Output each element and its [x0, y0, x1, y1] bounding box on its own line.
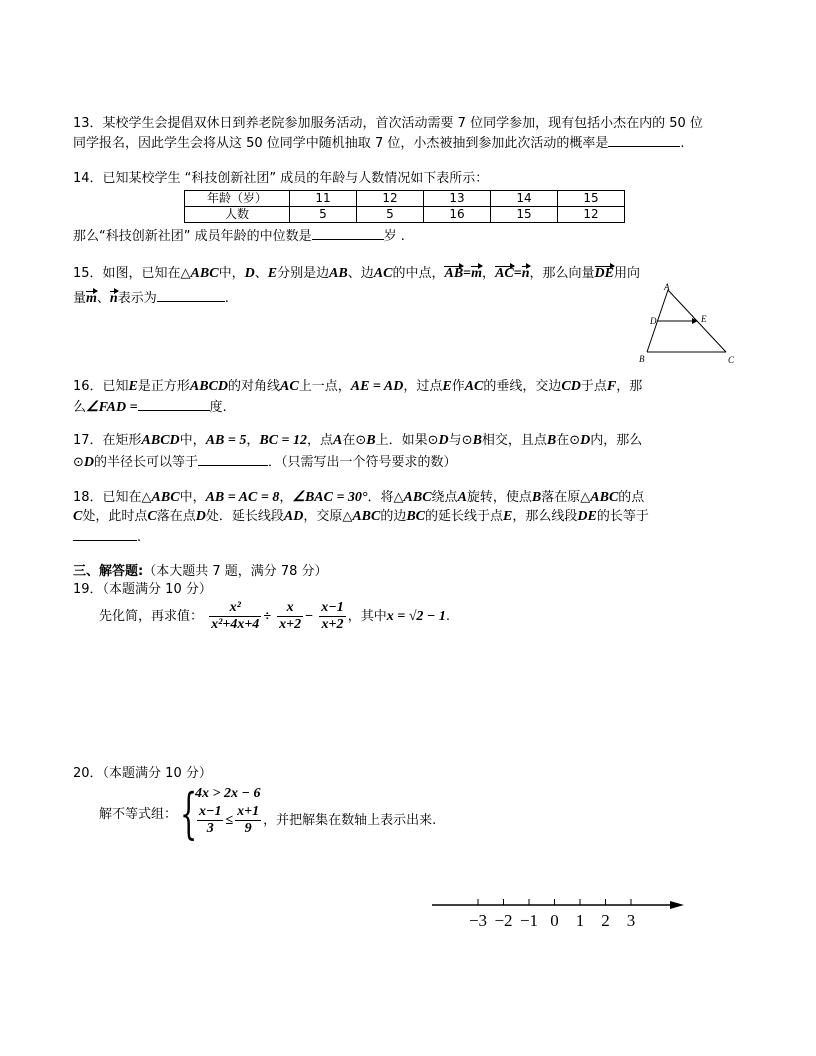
fraction: $\frac{x-1}{x+2}$ [321, 600, 344, 632]
q15-line1: 15．如图，已知在△ABC中，D、E分别是边AB、边AC的中点，AB=m，AC=n，那么向量DE用向 [73, 266, 641, 281]
age-table [184, 190, 625, 223]
tick-label: 3 [626, 911, 636, 930]
q19-expression: 先化简，再求值： $\frac{\text{x²}}{\text{x²+4x+4}}$ ÷ $\frac{x}{x+2}$ − $\frac{x-1}{x+2}$ ，其中x = √2 − 1. [99, 600, 451, 632]
answer-blank[interactable] [608, 133, 680, 147]
answer-blank[interactable] [138, 397, 210, 411]
answer-blank[interactable] [198, 452, 268, 466]
table-cell: 15 [558, 191, 625, 207]
fraction: $\frac{\text{x²}}{\text{x²+4x+4}}$ [211, 600, 260, 632]
arrow-icon [670, 901, 684, 909]
q17-line1: 17．在矩形ABCD中，AB = 5，BC = 12，点A在⊙B上．如果⊙D与⊙B相交，且点B在⊙D内，那么 [73, 433, 643, 448]
table-cell: 14 [491, 191, 558, 207]
vertex-label-a: A [664, 282, 670, 292]
q20-head: 20．（本题满分 10 分） [73, 766, 212, 781]
q14-intro: 14．已知某校学生 “科技创新社团” 成员的年龄与人数情况如下表所示： [73, 171, 489, 186]
q19-head: 19．（本题满分 10 分） [73, 582, 212, 597]
q18-line1: 18．已知在△ABC中，AB = AC = 8，∠BAC = 30°．将△ABC绕点A旋转，使点B落在原△ABC的点 [73, 490, 645, 505]
vertex-label-b: B [639, 354, 645, 364]
triangle-figure [630, 280, 742, 368]
q18-line2: C处，此时点C落在点D处．延长线段AD，交原△ABC的边BC的延长线于点E，那么线段DE的长等于 [73, 509, 649, 524]
tick-label: 1 [575, 911, 585, 930]
q13-line1: 13．某校学生会提倡双休日到养老院参加服务活动，首次活动需要 7 位同学参加，现有包括小杰在内的 50 位 [73, 116, 703, 131]
brace: { [180, 782, 198, 845]
fraction: $\frac{x-1}{3}$ [199, 804, 222, 836]
vertex-label-c: C [728, 355, 735, 365]
number-line [428, 890, 688, 932]
table-cell: 16 [424, 207, 491, 223]
table-cell: 15 [491, 207, 558, 223]
section-heading: 三、解答题:（本大题共 7 题，满分 78 分） [73, 564, 328, 579]
tick-label: 2 [601, 911, 610, 930]
table-header-cell: 人数 [185, 207, 290, 223]
tick-label: −3 [468, 911, 488, 930]
tick-label: 0 [550, 911, 559, 930]
table-cell: 5 [290, 207, 357, 223]
q14-question: 那么“科技创新社团” 成员年龄的中位数是 岁 . [73, 226, 405, 246]
answer-blank[interactable] [157, 288, 225, 302]
q15-line2: 量m、n表示为 . [73, 288, 229, 308]
q16-line1: 16．已知E是正方形ABCD的对角线AC上一点，AE = AD，过点E作AC的垂线，交边CD于点F，那 [73, 379, 643, 394]
table-cell: 11 [290, 191, 357, 207]
answer-blank[interactable] [312, 226, 384, 240]
table-header-cell: 年龄（岁） [185, 191, 290, 207]
table-row [185, 191, 625, 207]
table-cell: 12 [558, 207, 625, 223]
q13-line2: 同学报名，因此学生会将从这 50 位同学中随机抽取 7 位，小杰被抽到参加此次活动的概率是 . [73, 133, 684, 153]
q17-line2: ⊙D的半径长可以等于 ．（只需写出一个符号要求的数） [73, 452, 457, 472]
table-cell: 12 [357, 191, 424, 207]
fraction: $\frac{x+1}{9}$ [237, 804, 260, 836]
fraction: $\frac{x}{x+2}$ [279, 600, 302, 632]
table-cell: 13 [424, 191, 491, 207]
vertex-label-e: E [701, 314, 707, 324]
tick-label: −2 [494, 911, 513, 930]
answer-blank[interactable] [73, 527, 137, 541]
q16-line2: 么∠FAD = 度. [73, 397, 227, 417]
vertex-label-d: D [650, 316, 657, 326]
q18-line3: . [73, 527, 141, 547]
table-cell: 5 [357, 207, 424, 223]
table-row [185, 207, 625, 223]
tick-label: −1 [519, 911, 539, 930]
